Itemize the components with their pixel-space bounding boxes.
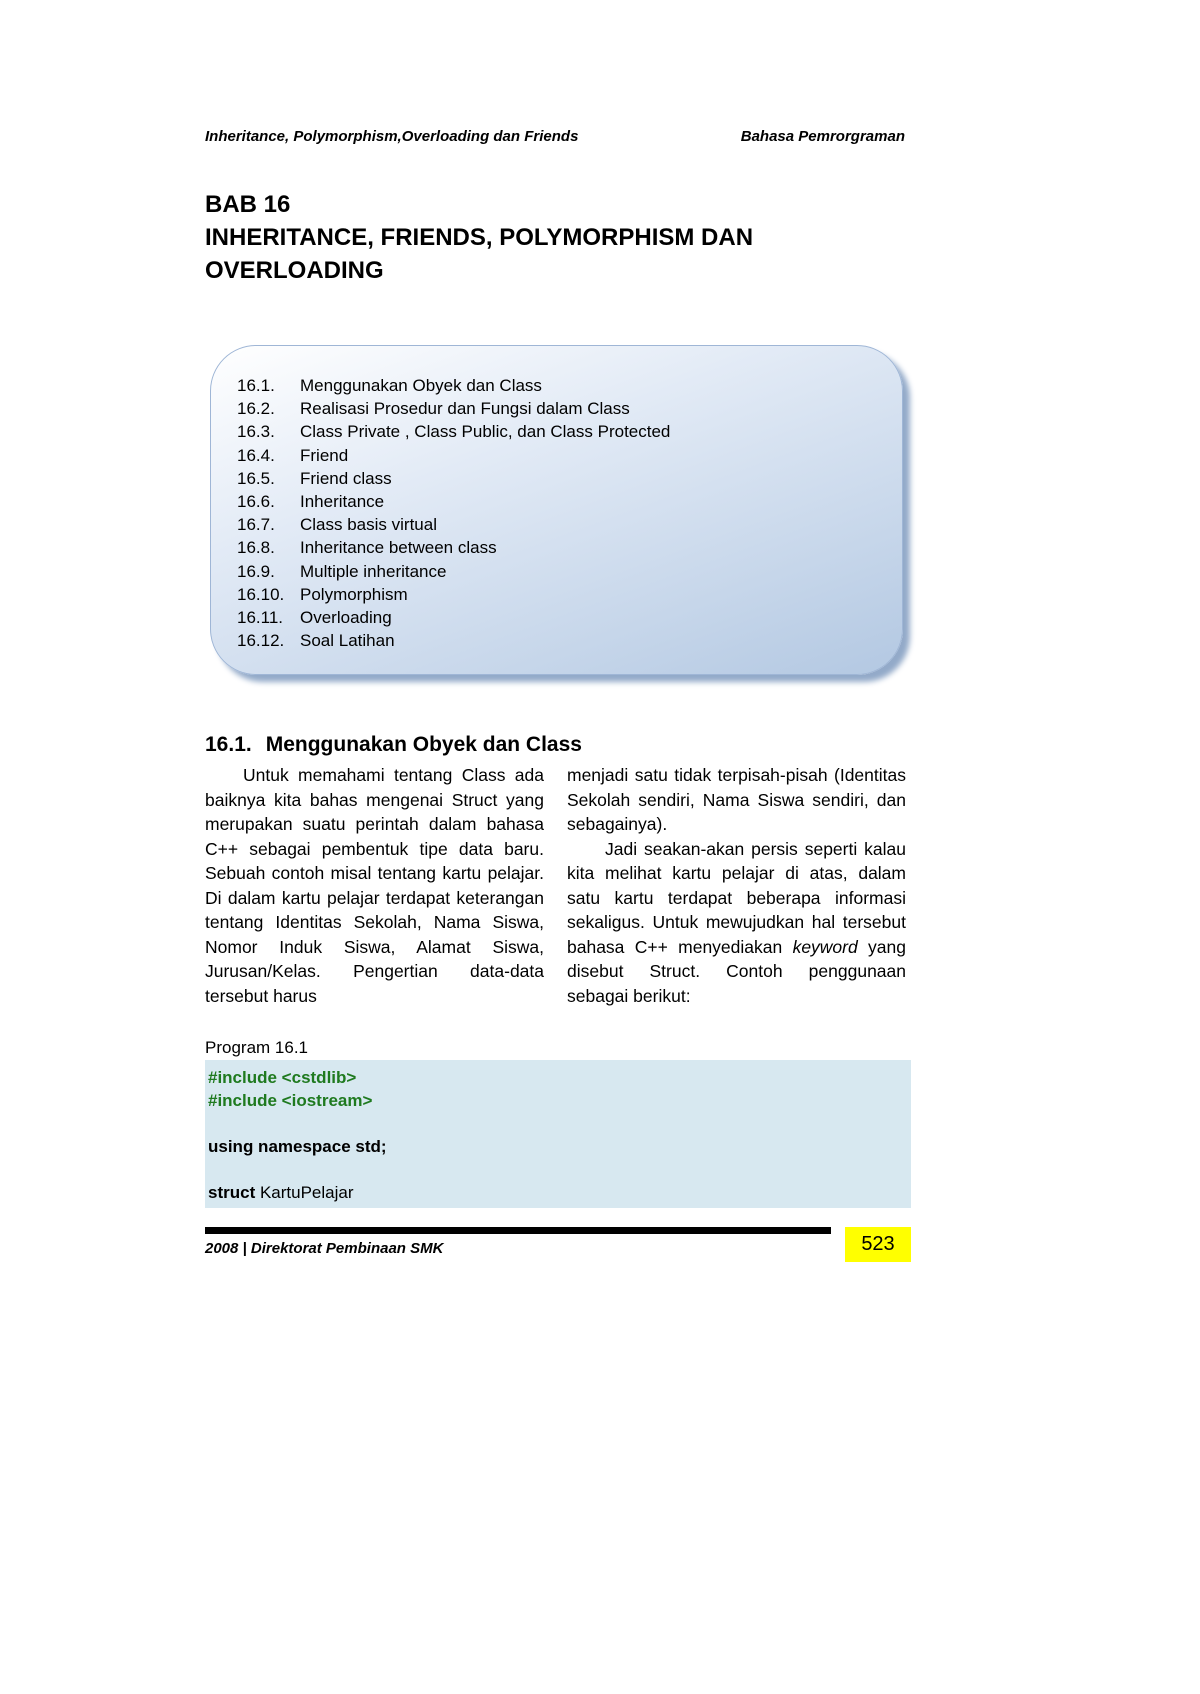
toc-item-label: Realisasi Prosedur dan Fungsi dalam Class [300, 399, 630, 419]
toc-item [237, 490, 882, 513]
toc-item [237, 467, 882, 490]
toc-item [237, 583, 882, 606]
paragraph-text: yang disebut Struct. Contoh penggunaan sebagai berikut: [567, 936, 907, 1006]
code-line: #include <cstdlib> [208, 1068, 357, 1087]
section-title: Menggunakan Obyek dan Class [265, 733, 582, 756]
page-number-badge: 523 [845, 1227, 911, 1262]
chapter-title-line2: OVERLOADING [205, 257, 384, 284]
toc-item-number: 16.5. [237, 468, 275, 488]
code-line [208, 1181, 911, 1204]
toc-item [237, 629, 882, 652]
toc-item [237, 536, 882, 559]
text-column-left [205, 763, 544, 1008]
toc-item-label: Overloading [300, 608, 392, 628]
page-header [205, 128, 905, 145]
toc-item [237, 444, 882, 467]
toc-item-number: 16.10. [237, 584, 285, 604]
toc-item-label: Soal Latihan [300, 631, 395, 651]
toc-item [237, 606, 882, 629]
code-line-blank [208, 1112, 911, 1135]
header-left-title: Inheritance, Polymorphism,Overloading dan Friends [205, 128, 579, 145]
toc-item-label: Polymorphism [300, 584, 408, 604]
toc-item-number: 16.1. [237, 376, 275, 395]
toc-item [237, 374, 882, 397]
toc-item-number: 16.2. [237, 399, 275, 419]
program-label: Program 16.1 [205, 1038, 308, 1057]
section-heading [205, 733, 582, 757]
toc-item-label: Inheritance [300, 492, 385, 512]
code-keyword: struct [208, 1183, 256, 1202]
code-line-blank [208, 1158, 911, 1181]
paragraph-text: Jadi seakan-akan persis seperti kalau kita melihat kartu pelajar di atas, dalam satu kartu terdapat beberapa informasi sekaligus. Untuk mewujudkan hal tersebut bahasa C++ menyediakan [567, 838, 906, 957]
toc-item-label: Friend class [300, 468, 392, 488]
toc-item-label: Inheritance between class [300, 538, 497, 558]
toc-item [237, 420, 882, 443]
toc-box [210, 345, 903, 675]
toc-item-label: Class basis virtual [300, 515, 437, 535]
italic-term: keyword [792, 936, 858, 957]
toc-item-number: 16.6. [237, 492, 275, 512]
toc-item-number: 16.8. [237, 538, 275, 558]
section-number: 16.1. [205, 733, 252, 756]
body-columns [205, 763, 906, 1008]
chapter-title-line1: INHERITANCE, FRIENDS, POLYMORPHISM DAN [205, 224, 754, 251]
toc-item-number: 16.9. [237, 561, 275, 581]
paragraph: Untuk memahami tentang Class ada baiknya kita bahas mengenai Struct yang merupakan suatu perintah dalam bahasa C++ sebagai pembentuk tipe data baru. Sebuah contoh misal tentang kartu pelajar. Di dalam kartu pelajar terdapat keterangan tentang Identitas Sekolah, Nama Siswa, Nomor Induk Siswa, Alamat Siswa, Jurusan/Kelas. Pengertian data-data tersebut harus [205, 765, 544, 1006]
toc-item [237, 513, 882, 536]
toc-item-label: Friend [300, 445, 349, 465]
toc-item-label: Menggunakan Obyek dan Class [300, 376, 542, 395]
toc-item-number: 16.4. [237, 445, 275, 465]
toc-item-label: Multiple inheritance [300, 561, 447, 581]
toc-item-label: Class Private , Class Public, dan Class Protected [300, 422, 671, 442]
toc-item [237, 397, 882, 420]
code-line: #include <iostream> [208, 1091, 373, 1110]
footer-rule [205, 1227, 831, 1234]
toc-item-number: 16.11. [237, 608, 284, 628]
header-right-title: Bahasa Pemrorgraman [740, 128, 905, 145]
toc-item-number: 16.7. [237, 515, 275, 535]
paragraph [567, 837, 906, 1009]
toc-item [237, 560, 882, 583]
chapter-title-block [205, 188, 965, 287]
paragraph: menjadi satu tidak terpisah-pisah (Identitas Sekolah sendiri, Nama Siswa sendiri, dan sebagainya). [567, 765, 906, 834]
footer-text: 2008 | Direktorat Pembinaan SMK [205, 1240, 444, 1257]
toc-item-number: 16.3. [237, 422, 275, 442]
code-block [205, 1060, 911, 1208]
code-identifier: KartuPelajar [255, 1183, 354, 1202]
toc-item-number: 16.12. [237, 631, 285, 651]
text-column-right [567, 763, 906, 1008]
chapter-number: BAB 16 [205, 191, 291, 218]
code-line: using namespace std; [208, 1137, 387, 1156]
